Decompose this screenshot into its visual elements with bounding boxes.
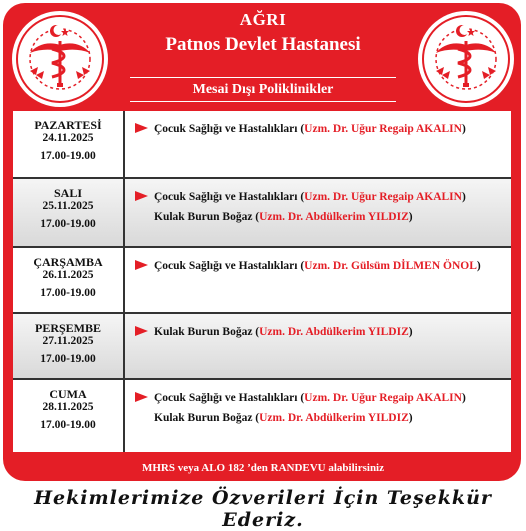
department-name: Çocuk Sağlığı ve Hastalıkları (	[154, 191, 305, 203]
day-cell	[13, 380, 125, 452]
schedule-row	[13, 111, 511, 177]
clinic-hours: 17.00-19.00	[40, 218, 96, 230]
schedule-row	[13, 179, 511, 246]
day-date: 27.11.2025	[42, 335, 94, 347]
thank-you-slogan: Hekimlerimize Özverileri İçin Teşekkür Ederiz.	[34, 487, 492, 531]
clinic-hours: 17.00-19.00	[40, 419, 96, 431]
appointment-note: MHRS veya ALO 182 ’den RANDEVU alabilirsiniz	[141, 462, 384, 474]
day-name: SALI	[53, 186, 82, 200]
closing-paren: )	[408, 412, 413, 424]
doctor-name: Uzm. Dr. Abdülkerim YILDIZ	[259, 211, 409, 223]
day-cell	[13, 111, 125, 177]
clinics-cell	[125, 314, 511, 378]
closing-paren: )	[461, 191, 466, 203]
schedule-row	[13, 380, 511, 452]
clinics-cell	[125, 380, 511, 452]
closing-paren: )	[408, 326, 413, 338]
clinic-entry	[135, 123, 466, 135]
red-arrow-icon	[135, 123, 148, 133]
clinic-entry	[135, 326, 413, 338]
day-cell	[13, 179, 125, 246]
day-cell	[13, 248, 125, 312]
clinic-entry	[135, 191, 466, 203]
day-date: 28.11.2025	[42, 401, 94, 413]
schedule-subtitle: Mesai Dışı Poliklinikler	[192, 82, 334, 97]
red-arrow-icon	[135, 191, 148, 201]
schedule-row	[13, 314, 511, 378]
closing-paren: )	[461, 123, 466, 135]
closing-paren: )	[476, 260, 481, 272]
clinic-entry	[135, 392, 466, 404]
day-date: 24.11.2025	[42, 132, 94, 144]
day-date: 25.11.2025	[42, 200, 94, 212]
day-name: PERŞEMBE	[34, 321, 101, 335]
day-cell	[13, 314, 125, 378]
clinic-hours: 17.00-19.00	[40, 150, 96, 162]
title-divider-bottom	[130, 101, 396, 102]
day-date: 26.11.2025	[42, 269, 94, 281]
clinics-cell	[125, 248, 511, 312]
day-name: CUMA	[49, 387, 87, 401]
clinics-cell	[125, 179, 511, 246]
department-name: Kulak Burun Boğaz (	[154, 412, 260, 424]
doctor-name: Uzm. Dr. Abdülkerim YILDIZ	[259, 326, 409, 338]
day-name: PAZARTESİ	[34, 118, 102, 132]
red-arrow-icon	[135, 326, 148, 336]
doctor-name: Uzm. Dr. Uğur Regaip AKALIN	[304, 123, 462, 135]
red-arrow-icon	[135, 260, 148, 270]
schedule-row	[13, 248, 511, 312]
city-title: AĞRI	[239, 10, 287, 29]
department-name: Çocuk Sağlığı ve Hastalıkları (	[154, 123, 305, 135]
hospital-name: Patnos Devlet Hastanesi	[165, 34, 361, 55]
title-divider-top	[130, 77, 396, 78]
department-name: Kulak Burun Boğaz (	[154, 211, 260, 223]
department-name: Çocuk Sağlığı ve Hastalıkları (	[154, 260, 305, 272]
department-name: Çocuk Sağlığı ve Hastalıkları (	[154, 392, 305, 404]
clinic-hours: 17.00-19.00	[40, 353, 96, 365]
clinic-entry	[135, 211, 413, 223]
closing-paren: )	[461, 392, 466, 404]
day-name: ÇARŞAMBA	[33, 255, 103, 269]
department-name: Kulak Burun Boğaz (	[154, 326, 260, 338]
schedule-table	[13, 111, 511, 452]
red-arrow-icon	[135, 392, 148, 402]
doctor-name: Uzm. Dr. Uğur Regaip AKALIN	[304, 191, 462, 203]
clinic-entry	[135, 412, 413, 424]
closing-paren: )	[408, 211, 413, 223]
clinic-hours: 17.00-19.00	[40, 287, 96, 299]
clinic-entry	[135, 260, 481, 272]
clinics-cell	[125, 111, 511, 177]
doctor-name: Uzm. Dr. Gülsüm DİLMEN ÖNOL	[304, 260, 477, 272]
doctor-name: Uzm. Dr. Uğur Regaip AKALIN	[304, 392, 462, 404]
doctor-name: Uzm. Dr. Abdülkerim YILDIZ	[259, 412, 409, 424]
